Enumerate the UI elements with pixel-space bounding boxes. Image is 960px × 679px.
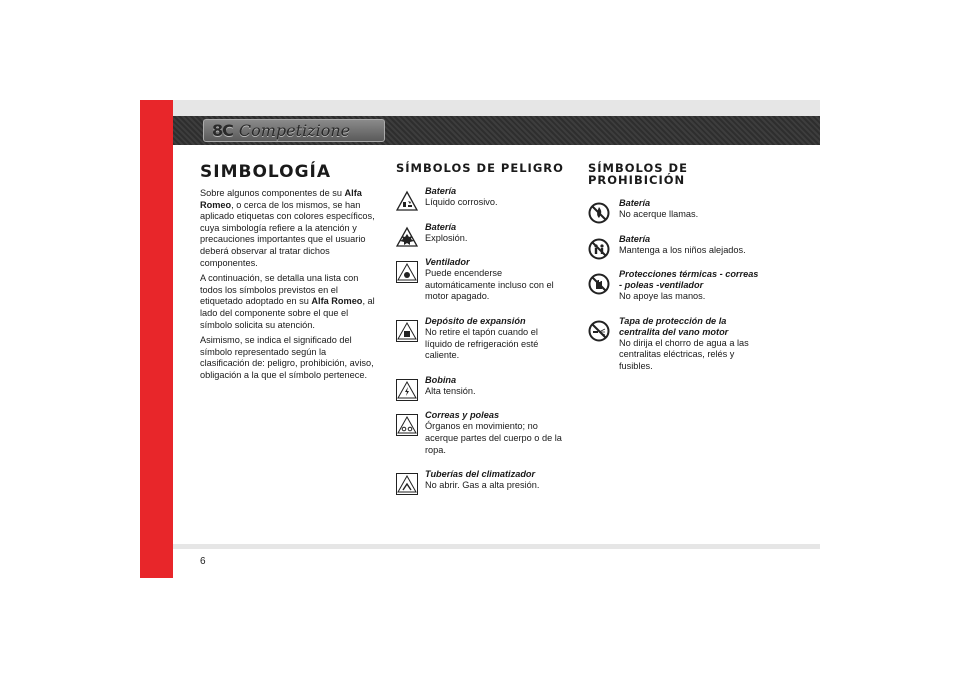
expansion-tank-warning-icon	[396, 320, 418, 342]
battery-corrosive-icon	[396, 190, 418, 212]
no-hands-icon	[588, 273, 610, 295]
page-number: 6	[200, 556, 206, 567]
brand-name: Alfa Romeo	[311, 296, 363, 307]
danger-item: Ventilador Puede encenderse automáticamente incluso con el motor apagado.	[396, 257, 566, 303]
header-banner	[173, 116, 820, 145]
ac-pipes-warning-icon	[396, 473, 418, 495]
no-water-jet-icon	[588, 320, 610, 342]
red-side-strip	[140, 100, 173, 578]
danger-item: Batería Líquido corrosivo.	[396, 186, 566, 209]
peligro-title: SÍMBOLOS DE PELIGRO	[396, 161, 564, 175]
high-voltage-icon	[396, 379, 418, 401]
prohibicion-title: SÍMBOLOS DE PROHIBICIÓN	[588, 161, 688, 187]
simbologia-title: SIMBOLOGÍA	[200, 162, 332, 182]
danger-item: Bobina Alta tensión.	[396, 375, 566, 398]
danger-item: Depósito de expansión No retire el tapón cuando el líquido de refrigeración esté caliente.	[396, 316, 566, 362]
battery-explosion-icon	[396, 226, 418, 248]
no-flames-icon	[588, 202, 610, 224]
logo-model: 8C	[212, 121, 233, 140]
logo-script: Competizione	[238, 121, 351, 140]
no-children-icon	[588, 238, 610, 260]
brand-name: Alfa Romeo	[200, 188, 362, 210]
bottom-rule	[173, 544, 820, 549]
danger-item: Batería Explosión.	[396, 222, 566, 245]
prohibition-item: Tapa de protección de la centralita del vano motor No dirija el chorro de agua a las centralitas eléctricas, relés y fusibles.	[588, 316, 763, 373]
simbologia-paragraph-2: A continuación, se detalla una lista con todos los símbolos previstos en el etiquetado adoptado en su Alfa Romeo, al lado del componente sobre el que el símbolo solicita su atención.	[200, 273, 375, 330]
prohibition-item: Batería Mantenga a los niños alejados.	[588, 234, 763, 257]
prohibition-item: Protecciones térmicas - correas - poleas -ventilador No apoye las manos.	[588, 269, 763, 303]
danger-item: Tuberías del climatizador No abrir. Gas a alta presión.	[396, 469, 566, 492]
peligro-column	[396, 162, 566, 492]
belts-pulleys-warning-icon	[396, 414, 418, 436]
prohibition-item: Batería No acerque llamas.	[588, 198, 763, 221]
8c-competizione-logo	[203, 119, 385, 142]
simbologia-paragraph-3: Asimismo, se indica el significado del símbolo representado según la clasificación de: peligro, prohibición, aviso, obligación a la que el símbolo pertenece.	[200, 335, 374, 380]
danger-item: Correas y poleas Órganos en movimiento; no acerque partes del cuerpo o de la ropa.	[396, 410, 566, 456]
top-rule	[173, 100, 820, 116]
simbologia-paragraph-1: Sobre algunos componentes de su Alfa Romeo, o cerca de los mismos, se han aplicado etiquetas con colores específicos, cuya simbología refiere a la atención y precauciones importantes que el usuario deberá observar al tratar dichos componentes.	[200, 188, 375, 268]
prohibicion-column	[588, 162, 763, 373]
simbologia-column	[200, 162, 378, 386]
fan-warning-icon	[396, 261, 418, 283]
